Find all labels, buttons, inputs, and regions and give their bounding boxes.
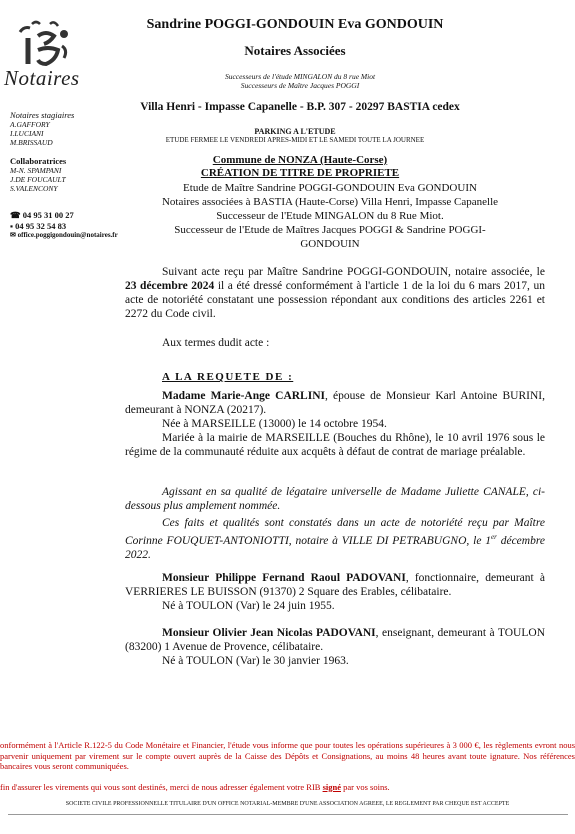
notoriety-line <box>125 516 545 562</box>
intro-text-a: Suivant acte reçu par Maître Sandrine POGGI-GONDOUIN, notaire associée, le <box>162 266 545 278</box>
collab-title: Collaboratrices <box>10 156 67 166</box>
footer-rib-notice <box>0 782 575 793</box>
office-subtitle: Notaires Associées <box>244 43 346 58</box>
successors-line-2: Successeurs de Maître Jacques POGGI <box>240 81 360 90</box>
phone-number: 04 95 31 00 27 <box>22 210 74 220</box>
stagiaire-name: I.LUCIANI <box>10 129 44 138</box>
notoriety-date: décembre 2022. <box>125 534 545 561</box>
etude-block <box>120 181 540 251</box>
sidebar-stagiaires <box>10 111 120 147</box>
birth-line: Né à TOULON (Var) le 30 janvier 1963. <box>162 655 349 667</box>
sidebar-phones <box>10 210 120 232</box>
rib-text-a: fin d'assurer les virements qui vous sont destinés, merci de nous adresser également votre RIB <box>0 782 323 792</box>
notoriety-sup: er <box>491 533 497 541</box>
legatee-line: Agissant en sa qualité de légataire universelle de Madame Juliette CANALE, ci-dessous plus amplement nommée. <box>125 486 545 512</box>
etude-line: Notaires associées à BASTIA (Haute-Corse) Villa Henri, Impasse Capanelle <box>161 196 499 208</box>
commune-heading: Commune de NONZA (Haute-Corse) <box>212 154 388 166</box>
email-icon: ✉ <box>10 231 18 239</box>
fax-number: 04 95 32 54 83 <box>15 221 67 231</box>
requester-details: , épouse de Monsieur Karl Antoine BURINI, demeurant à NONZA (20217). <box>125 390 545 416</box>
act-date: 23 décembre 2024 <box>125 280 215 292</box>
office-name: Sandrine POGGI-GONDOUIN Eva GONDOUIN <box>146 17 444 32</box>
rib-text-b: par vos soins. <box>341 782 390 792</box>
collab-name: M-N. SPAMPANI <box>10 166 62 175</box>
collab-name: J.DE FOUCAULT <box>10 175 66 184</box>
successors-note <box>150 72 450 90</box>
etude-line: Etude de Maître Sandrine POGGI-GONDOUIN Eva GONDOUIN <box>183 182 477 194</box>
stagiaires-title: Notaires stagiaires <box>10 110 75 120</box>
intro-text-b: il a été dressé conformément à l'article 1 de la loi du 6 mars 2017, un acte de notoriété constatant une possession répondant aux conditions des articles 2261 et 2272 du Code civil. <box>125 280 545 320</box>
requester-details: , enseignant, demeurant à TOULON (83200) 1 Avenue de Provence, célibataire. <box>125 627 545 653</box>
phone-line <box>10 210 120 221</box>
requester-name: Madame Marie-Ange CARLINI <box>162 390 325 402</box>
collab-name: S.VALENCONY <box>10 184 58 193</box>
sidebar-collaborators <box>10 157 120 193</box>
successors-line-1: Successeurs de l'étude MINGALON du 8 rue Miot <box>224 72 376 81</box>
office-address: Villa Henri - Impasse Capanelle - B.P. 307 - 20297 BASTIA cedex <box>140 101 460 113</box>
footer-payment-notice: onformément à l'Article R.122-5 du Code Monétaire et Financier, l'étude vous informe que pour toutes les opérations supérieures à 3 000 €, les règlements evront nous parvenir uniquement par virement sur le compte ouvert auprès de la Caisse des Dépôts et Consignations, au moins 48 heures avant toute ignature. Nos références bancaires vous seront communiquées. <box>0 740 575 771</box>
notoriety-text: Ces faits et qualités sont constatés dans un acte de notoriété reçu par Maître Corinne FOUQUET-ANTONIOTTI, notaire à VILLE DI PETRABUGNO, le 1 <box>125 517 545 547</box>
requester-carlini <box>125 389 545 459</box>
marriage-line: Mariée à la mairie de MARSEILLE (Bouches du Rhône), le 10 avril 1976 sous le régime de la communauté réduite aux acquêts à défaut de contrat de mariage préalable. <box>125 432 545 458</box>
footer-divider <box>8 814 568 815</box>
requester-name: Monsieur Philippe Fernand Raoul PADOVANI <box>162 572 406 584</box>
creation-heading: CRÉATION DE TITRE DE PROPRIETE <box>200 167 400 179</box>
terms-line: Aux termes dudit acte : <box>162 337 270 349</box>
etude-line: Successeur de l'Etude de Maîtres Jacques POGGI & Sandrine POGGI- <box>174 224 486 236</box>
parking-note: PARKING A L'ETUDE <box>254 127 336 136</box>
rib-signed: signé <box>322 782 341 792</box>
stagiaire-name: A.GAFFORY <box>10 120 50 129</box>
requester-philippe <box>125 571 545 613</box>
requete-heading: A LA REQUETE DE : <box>162 371 294 383</box>
requester-olivier <box>125 626 545 668</box>
closing-note: ETUDE FERMEE LE VENDREDI APRES-MIDI ET LE SAMEDI TOUTE LA JOURNEE <box>165 136 425 144</box>
phone-icon: ☎ <box>10 210 23 220</box>
etude-line: Successeur de l'Etude MINGALON du 8 Rue Miot. <box>216 210 444 222</box>
footer-legal: SOCIETE CIVILE PROFESSIONNELLE TITULAIRE D'UN OFFICE NOTARIAL-MEMBRE D'UNE ASSOCIATION AGREEE, LE REGLEMENT PAR CHEQUE EST ACCEPTE <box>65 801 510 807</box>
etude-line: GONDOUIN <box>300 238 360 250</box>
stagiaire-name: M.BRISSAUD <box>10 138 53 147</box>
requester-name: Monsieur Olivier Jean Nicolas PADOVANI <box>162 627 376 639</box>
email-line <box>10 231 118 239</box>
birth-line: Né à TOULON (Var) le 24 juin 1955. <box>162 600 335 612</box>
email-address: office.poggigondouin@notaires.fr <box>17 231 118 239</box>
requester-details: , fonctionnaire, demeurant à VERRIERES LE BUISSON (91370) 2 Square des Erables, célibataire. <box>125 572 545 598</box>
logo-text: Notaires <box>4 66 80 90</box>
birth-line: Née à MARSEILLE (13000) le 14 octobre 1954. <box>162 418 387 430</box>
intro-paragraph <box>125 265 545 321</box>
fax-icon: ▪ <box>10 221 16 231</box>
quality-paragraph <box>125 485 545 562</box>
